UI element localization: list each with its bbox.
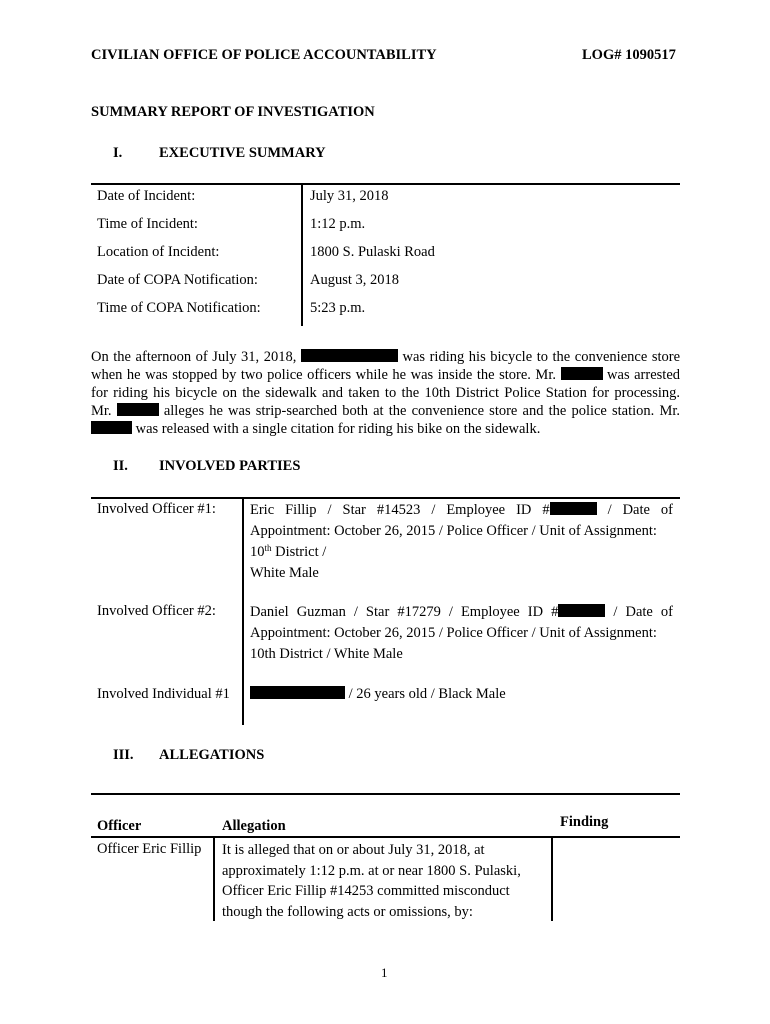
party-label: Involved Officer #2: [97,603,216,619]
officer-line [250,602,673,623]
summary-text: On the afternoon of July 31, 2018, [91,349,297,365]
redaction-block [91,421,132,434]
section-title: ALLEGATIONS [159,747,265,763]
summary-text: alleges he was strip-searched both at the convenience store and the police station. Mr. [163,403,680,419]
incident-label: Time of COPA Notification: [97,300,261,316]
ordinal-suffix: th [264,543,272,553]
table-row-allegation [222,840,547,922]
summary-line [91,348,680,366]
allegations-header-rule [91,836,680,838]
allegations-top-rule [91,793,680,795]
table-divider [301,183,303,326]
incident-label: Date of COPA Notification: [97,272,258,288]
incident-value: August 3, 2018 [310,272,400,288]
log-number: LOG# 1090517 [582,47,676,63]
redaction-block [301,349,398,362]
allegation-line: approximately 1:12 p.m. at or near 1800 S. Pulaski, [222,862,521,879]
summary-line [91,366,680,384]
officer-line [250,542,673,563]
officer2-details [250,602,673,665]
officer-text: Daniel Guzman / Star #17279 / Employee ID # [250,604,559,620]
section-number: III. [113,747,134,763]
column-header-allegation: Allegation [222,818,286,834]
officer-line: Appointment: October 26, 2015 / Police Officer / Unit of Assignment: [250,523,657,539]
table-top-rule [91,183,680,185]
allegation-line: It is alleged that on or about July 31, 2018, at [222,842,485,858]
parties-top-rule [91,497,680,499]
redaction-block [250,686,345,699]
officer-line [250,500,673,521]
summary-text: was riding his bicycle to the convenience store [402,349,681,365]
summary-line [91,420,680,438]
redaction-block [558,604,605,617]
allegation-line: Officer Eric Fillip #14253 committed misconduct [222,883,510,899]
party-label: Involved Individual #1 [97,686,230,702]
report-title: SUMMARY REPORT OF INVESTIGATION [91,104,375,120]
individual1-details [250,686,506,703]
allegations-divider-2 [551,838,553,921]
incident-value: 1:12 p.m. [310,216,366,232]
officer-text: 10 [250,544,265,560]
summary-text: was arrested [607,367,681,383]
summary-paragraph [91,348,680,438]
section-title: EXECUTIVE SUMMARY [159,145,326,161]
allegations-divider-1 [213,838,215,921]
section-number: I. [113,145,123,161]
officer-line: 10th District / White Male [250,646,403,662]
summary-line: for riding his bicycle on the sidewalk and taken to the 10th District Police Station for processing. [91,385,680,401]
redaction-block [561,367,603,380]
section-number: II. [113,458,128,474]
incident-label: Time of Incident: [97,216,198,232]
incident-label: Location of Incident: [97,244,220,260]
officer-text: Eric Fillip / Star #14523 / Employee ID # [250,502,550,518]
incident-value: 1800 S. Pulaski Road [310,244,435,260]
redaction-block [550,502,597,515]
section-title: INVOLVED PARTIES [159,458,301,474]
column-header-officer: Officer [97,818,142,834]
redaction-block [117,403,159,416]
individual-text: / 26 years old / Black Male [348,686,506,702]
officer-text: / Date of [613,604,673,620]
officer-line: White Male [250,565,319,581]
page-number: 1 [381,965,388,980]
summary-text: was released with a single citation for riding his bike on the sidewalk. [135,421,541,437]
officer-line: Appointment: October 26, 2015 / Police Officer / Unit of Assignment: [250,625,657,641]
table-row-officer: Officer Eric Fillip [97,841,202,857]
incident-label: Date of Incident: [97,188,196,204]
party-label: Involved Officer #1: [97,501,216,517]
agency-name: CIVILIAN OFFICE OF POLICE ACCOUNTABILITY [91,47,437,63]
officer1-details [250,500,673,584]
summary-text: when he was stopped by two police officers while he was inside the store. Mr. [91,367,556,383]
incident-value: July 31, 2018 [310,188,389,204]
incident-value: 5:23 p.m. [310,300,366,316]
parties-divider [242,497,244,725]
summary-line [91,402,680,420]
column-header-finding: Finding [560,814,609,830]
allegation-line: though the following acts or omissions, by: [222,903,473,920]
officer-text: District / [271,544,327,560]
summary-text: Mr. [91,403,112,419]
officer-text: / Date of [607,502,673,518]
